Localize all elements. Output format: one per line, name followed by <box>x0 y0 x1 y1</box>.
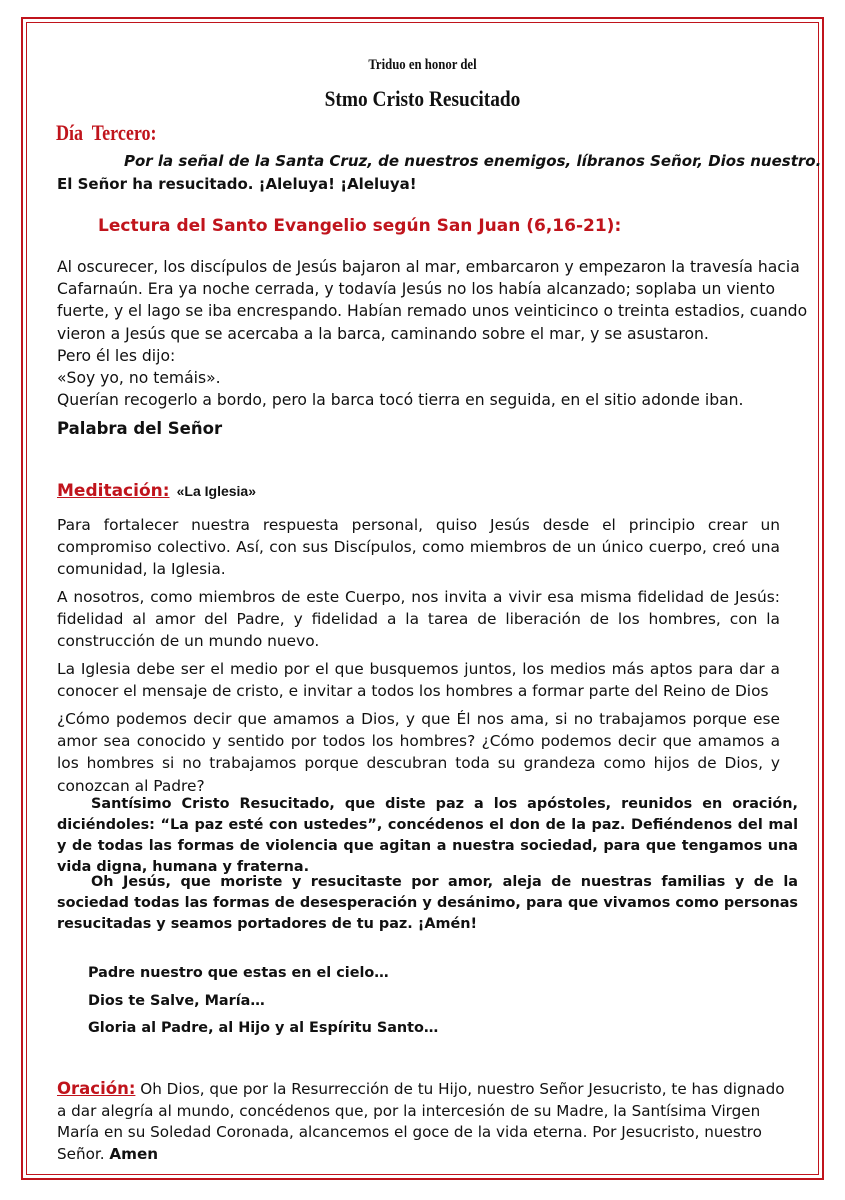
meditation-paragraph: A nosotros, como miembros de este Cuerpo, nos invita a vivir esa misma fidelidad de Jesús: fidelidad al amor del Padre, y fidelidad a la tarea de liberación de los hombres, con la construcción de un mundo nuevo. <box>57 588 780 651</box>
gospel-line: Al oscurecer, los discípulos de Jesús bajaron al mar, embarcaron y empezaron la travesía hacia <box>57 258 800 276</box>
gospel-line: Cafarnaún. Era ya noche cerrada, y todavía Jesús no los había alcanzado; soplaba un viento <box>57 280 776 299</box>
pretitle: Triduo en honor del <box>368 57 477 73</box>
meditation-label: Meditación: <box>57 481 170 501</box>
oration-text: Oh Dios, que por la Resurrección de tu Hijo, nuestro Señor Jesucristo, te has dignado a dar alegría al mundo, concédenos que, por la intercesión de su Madre, la Santísima Virgen María en su Soledad Coronada, alcancemos el goce de la vida eterna. Por Jesucristo, nuestro Señor. <box>57 1080 785 1163</box>
prayer-paragraph: Oh Jesús, que moriste y resucitaste por amor, aleja de nuestras familias y de la sociedad todas las formas de desesperación y desánimo, para que vivamos como personas resucitadas y seamos portadores de tu paz. ¡Amén! <box>57 874 798 932</box>
gospel-line: fuerte, y el lago se iba encrespando. Habían remado unos veinticinco o treinta estadios, cuando <box>57 302 808 321</box>
gospel-line: Querían recogerlo a bordo, pero la barca tocó tierra en seguida, en el sitio adonde iban. <box>57 391 744 410</box>
meditation-subtitle: «La Iglesia» <box>176 483 257 499</box>
devotion-line: Dios te Salve, María… <box>88 993 265 1009</box>
meditation-heading <box>57 480 256 502</box>
oration-amen: Amen <box>109 1144 159 1163</box>
meditation-paragraph: La Iglesia debe ser el medio por el que busquemos juntos, los medios más aptos para dar a conocer el mensaje de cristo, e invitar a todos los hombres a formar parte del Reino de Dios <box>57 660 780 701</box>
meditation-paragraph: Para fortalecer nuestra respuesta personal, quiso Jesús desde el principio crear un compromiso colectivo. Así, con sus Discípulos, como miembros de un único cuerpo, creó una comunidad, la Iglesia. <box>57 516 780 579</box>
oration-label: Oración: <box>57 1079 136 1098</box>
sign-of-cross: Por la señal de la Santa Cruz, de nuestros enemigos, líbranos Señor, Dios nuestro. <box>124 152 822 170</box>
devotion-line: Padre nuestro que estas en el cielo… <box>88 965 389 981</box>
oration-paragraph <box>57 1078 787 1165</box>
prayer-paragraph: Santísimo Cristo Resucitado, que diste paz a los apóstoles, reunidos en oración, diciéndoles: “La paz esté con ustedes”, concédenos el don de la paz. Defiéndenos del mal y de todas las formas de violencia que agitan a nuestra sociedad, para que tengamos una vida digna, humana y fraterna. <box>57 796 798 875</box>
gospel-line: Pero él les dijo: <box>57 346 176 365</box>
meditation-paragraph: ¿Cómo podemos decir que amamos a Dios, y que Él nos ama, si no trabajamos porque ese amor sea conocido y sentido por todos los hombres? ¿Cómo podemos decir que amamos a los hombres si no trabajamos porque descubran toda su grandeza como hijos de Dios, y conozcan al Padre? <box>57 710 780 795</box>
day-heading: Día Tercero: <box>56 120 157 145</box>
gospel-closing: Palabra del Señor <box>57 419 223 438</box>
gospel-heading: Lectura del Santo Evangelio según San Juan (6,16-21): <box>98 216 622 236</box>
gospel-text <box>57 256 808 411</box>
devotion-line: Gloria al Padre, al Hijo y al Espíritu Santo… <box>88 1020 439 1036</box>
page-title: Stmo Cristo Resucitado <box>324 86 521 111</box>
acclamation: El Señor ha resucitado. ¡Aleluya! ¡Aleluya! <box>57 175 417 193</box>
gospel-line: vieron a Jesús que se acercaba a la barca, caminando sobre el mar, y se asustaron. <box>57 324 709 343</box>
gospel-line: «Soy yo, no temáis». <box>57 369 221 388</box>
